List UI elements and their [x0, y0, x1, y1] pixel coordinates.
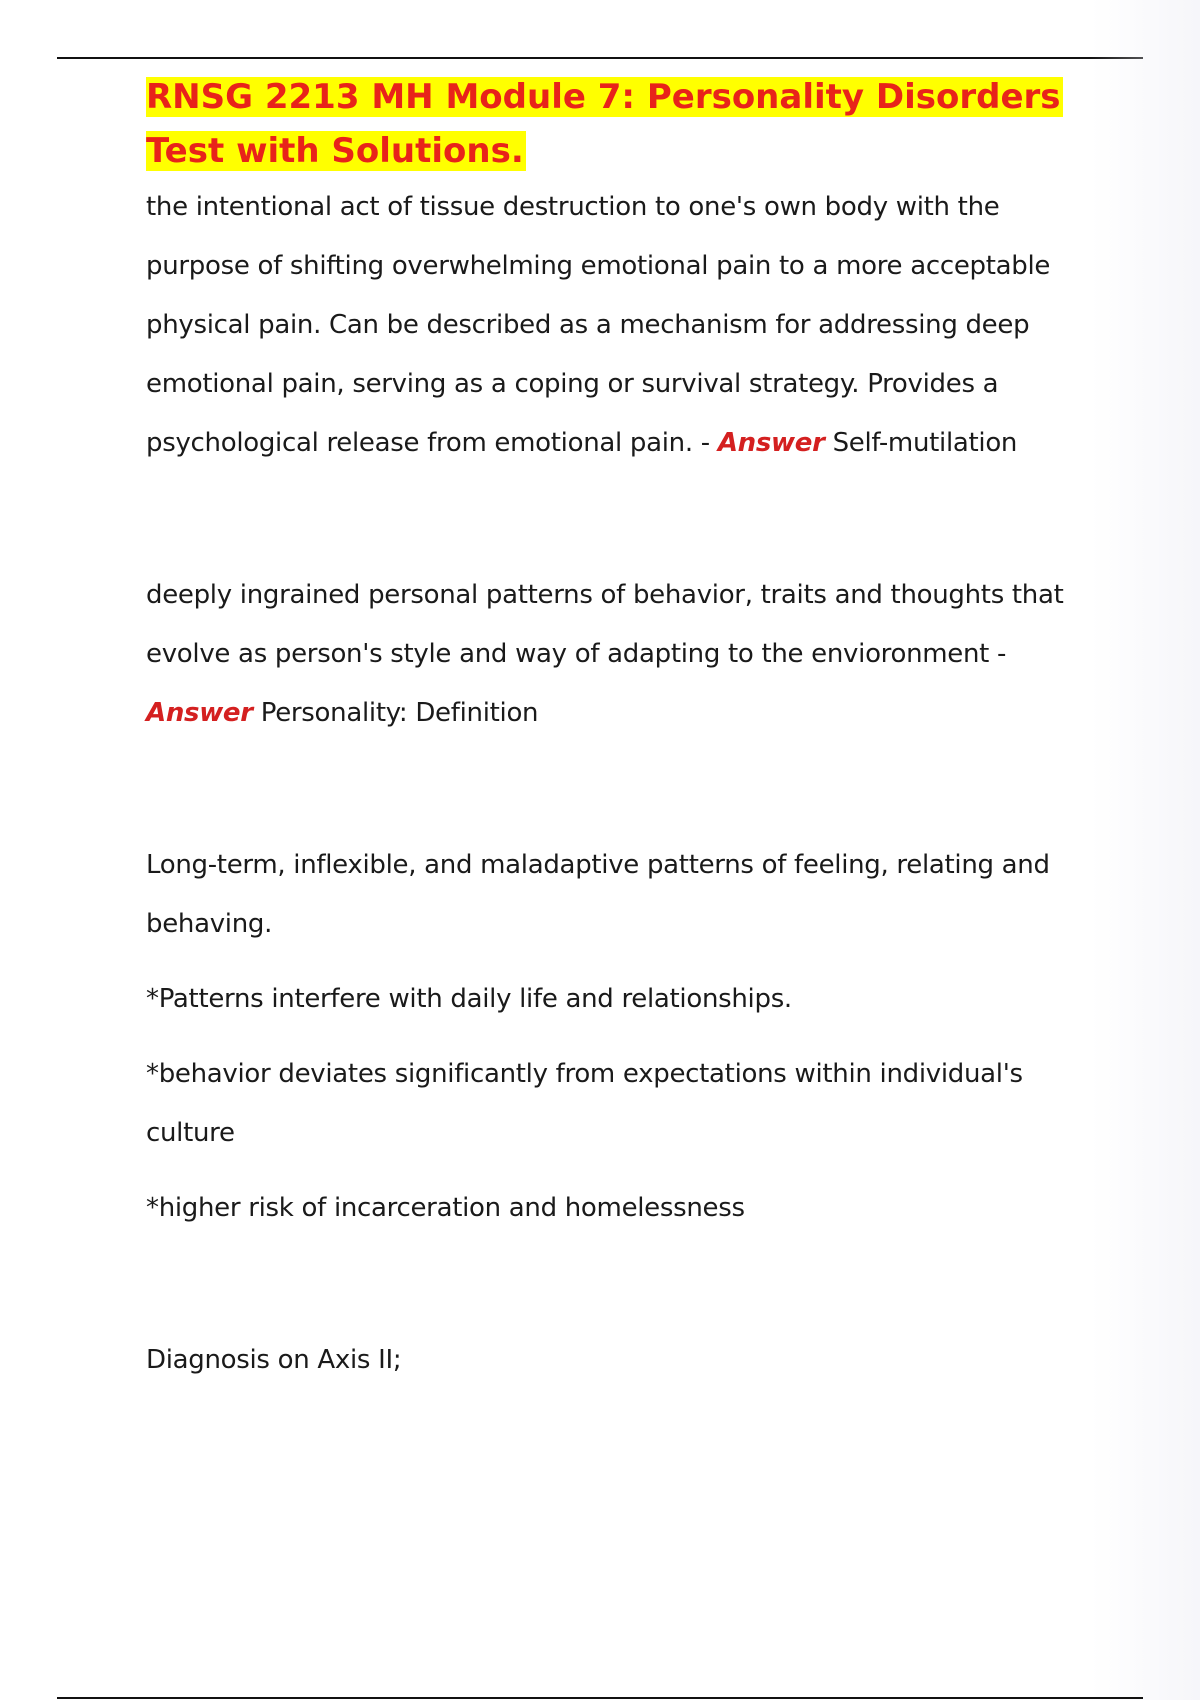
title-line-1: RNSG 2213 MH Module 7: Personality Disorders [146, 77, 1061, 117]
qa-item-1-answer: Self-mutilation [832, 428, 1018, 458]
qa-item-2-answer: Personality: Definition [260, 698, 539, 728]
qa-item-1 [146, 178, 1106, 473]
top-rule [57, 57, 1143, 59]
qa-item-1-question: the intentional act of tissue destruction to one's own body with the purpose of shifting overwhelming emotional pain to a more acceptable physical pain. Can be described as a mechanism for addressing deep emotional pain, serving as a coping or survival strategy. Provides a psychological release from emotional pain. - [146, 192, 1051, 458]
bottom-rule [57, 1697, 1143, 1699]
qa-item-2 [146, 566, 1106, 743]
spacer [146, 1238, 1106, 1331]
block-3-bullet-3: *higher risk of incarceration and homelessness [146, 1193, 745, 1223]
document-page [146, 70, 1106, 1390]
block-4-text: Diagnosis on Axis II; [146, 1345, 402, 1375]
document-title [146, 70, 1106, 178]
spacer [146, 743, 1106, 836]
block-3-intro: Long-term, inflexible, and maladaptive patterns of feeling, relating and behaving. [146, 850, 1050, 939]
answer-label: Answer [146, 698, 253, 728]
page-edge-shade [1090, 0, 1200, 1700]
title-line-2: Test with Solutions. [146, 131, 524, 171]
block-3-bullet-1: *Patterns interfere with daily life and relationships. [146, 984, 792, 1014]
answer-label: Answer [717, 428, 825, 458]
block-3-bullet-2: *behavior deviates significantly from expectations within individual's culture [146, 1059, 1023, 1148]
qa-item-2-question: deeply ingrained personal patterns of behavior, traits and thoughts that evolve as person's style and way of adapting to the envioronment - [146, 580, 1064, 669]
spacer [146, 473, 1106, 566]
